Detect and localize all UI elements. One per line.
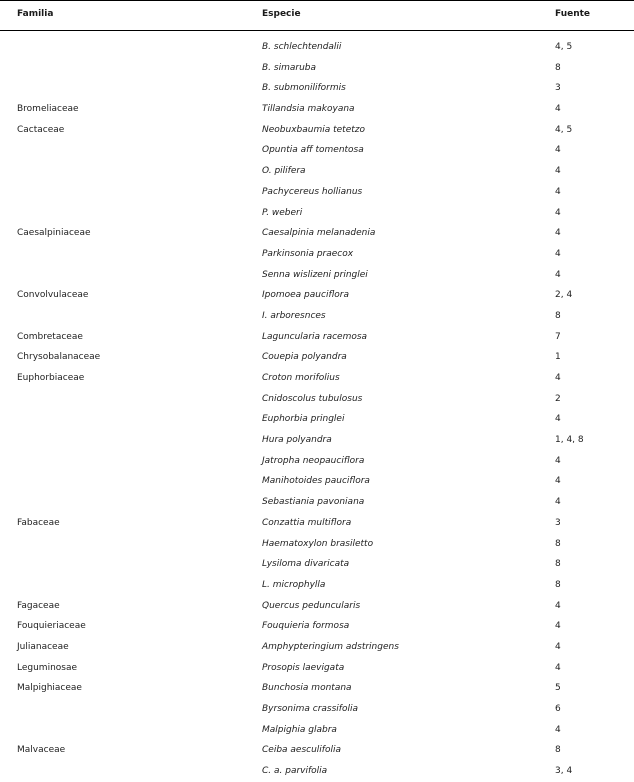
cell-fuente: 2	[555, 393, 561, 404]
cell-fuente: 4	[555, 145, 561, 156]
table-row	[0, 492, 634, 513]
cell-especie: Cnidoscolus tubulosus	[262, 393, 363, 404]
cell-especie: Lysiloma divaricata	[262, 559, 350, 570]
cell-familia: Convolvulaceae	[17, 290, 89, 301]
table-row	[0, 471, 634, 492]
table-row	[0, 120, 634, 141]
cell-familia: Leguminosae	[17, 662, 78, 673]
cell-fuente: 4	[555, 476, 561, 487]
cell-fuente: 4	[555, 248, 561, 259]
header-familia: Familia	[17, 9, 54, 19]
table-row	[0, 678, 634, 699]
cell-fuente: 1, 4, 8	[555, 435, 584, 446]
cell-fuente: 8	[555, 579, 561, 590]
table-row	[0, 616, 634, 637]
cell-especie: Parkinsonia praecox	[262, 248, 354, 259]
cell-especie: Caesalpinia melanadenia	[262, 228, 376, 239]
cell-especie: Ipomoea pauciflora	[262, 290, 349, 301]
cell-fuente: 4	[555, 373, 561, 383]
cell-fuente: 4	[555, 228, 561, 239]
cell-familia: Julianaceae	[17, 641, 69, 652]
table-row	[0, 368, 634, 389]
table-row	[0, 306, 634, 327]
cell-especie: Laguncularia racemosa	[262, 331, 368, 342]
cell-familia: Malvaceae	[17, 745, 66, 756]
table-row	[0, 78, 634, 99]
header-especie: Especie	[262, 9, 301, 19]
table-row	[0, 534, 634, 555]
table-row	[0, 265, 634, 286]
cell-familia: Combretaceae	[17, 331, 83, 342]
cell-especie: C. a. parvifolia	[262, 766, 328, 777]
table-row	[0, 740, 634, 761]
cell-fuente: 1	[555, 352, 561, 363]
table-row	[0, 203, 634, 224]
table-row	[0, 513, 634, 534]
cell-especie: Senna wislizeni pringlei	[262, 269, 368, 280]
cell-fuente: 4	[555, 662, 561, 673]
cell-especie: Ceiba aesculifolia	[262, 745, 341, 756]
cell-especie: Croton morifolius	[262, 373, 340, 383]
cell-fuente: 7	[555, 331, 561, 342]
cell-especie: B. simaruba	[262, 62, 316, 73]
cell-familia: Fabaceae	[17, 517, 60, 528]
cell-fuente: 4, 5	[555, 42, 573, 52]
cell-familia: Cactaceae	[17, 124, 65, 135]
cell-familia: Bromeliaceae	[17, 104, 79, 115]
cell-especie: L. microphylla	[262, 579, 326, 590]
cell-especie: Conzattia multiflora	[262, 517, 352, 528]
cell-especie: Tillandsia makoyana	[262, 104, 355, 115]
cell-fuente: 4	[555, 186, 561, 197]
table-row	[0, 389, 634, 410]
table-row	[0, 658, 634, 679]
table-row	[0, 182, 634, 203]
table-body	[0, 37, 634, 782]
cell-fuente: 4	[555, 104, 561, 115]
table-header	[0, 0, 634, 31]
cell-fuente: 4, 5	[555, 124, 573, 135]
cell-fuente: 3	[555, 83, 561, 94]
cell-especie: B. schlechtendalii	[262, 42, 342, 52]
cell-fuente: 4	[555, 269, 561, 280]
table-row	[0, 409, 634, 430]
cell-fuente: 8	[555, 62, 561, 73]
table-row	[0, 140, 634, 161]
table-row	[0, 223, 634, 244]
table-row	[0, 637, 634, 658]
cell-fuente: 6	[555, 704, 561, 714]
cell-especie: Bunchosia montana	[262, 683, 352, 694]
cell-fuente: 8	[555, 745, 561, 756]
cell-fuente: 8	[555, 559, 561, 570]
cell-familia: Chrysobalanaceae	[17, 352, 101, 363]
cell-fuente: 2, 4	[555, 290, 573, 301]
cell-fuente: 4	[555, 455, 561, 466]
cell-especie: Opuntia aff tomentosa	[262, 145, 364, 156]
cell-fuente: 3	[555, 517, 561, 528]
table-row	[0, 699, 634, 720]
cell-fuente: 4	[555, 621, 561, 632]
cell-especie: Prosopis laevigata	[262, 662, 345, 673]
table-row	[0, 161, 634, 182]
cell-especie: P. weberi	[262, 207, 303, 218]
cell-especie: Manihotoides pauciflora	[262, 476, 370, 487]
cell-especie: Haematoxylon brasiletto	[262, 538, 374, 549]
cell-especie: B. submoniliformis	[262, 83, 346, 94]
cell-fuente: 4	[555, 724, 561, 735]
table-row	[0, 244, 634, 265]
table-row	[0, 761, 634, 782]
table-row	[0, 575, 634, 596]
cell-fuente: 4	[555, 600, 561, 611]
table-row	[0, 596, 634, 617]
cell-especie: Jatropha neopauciflora	[262, 455, 365, 466]
cell-fuente: 4	[555, 207, 561, 218]
cell-especie: I. arboresnces	[262, 310, 326, 321]
cell-especie: Couepia polyandra	[262, 352, 347, 363]
cell-especie: Hura polyandra	[262, 435, 332, 446]
cell-familia: Caesalpiniaceae	[17, 228, 91, 239]
table-row	[0, 37, 634, 58]
table-row	[0, 99, 634, 120]
cell-especie: Sebastiania pavoniana	[262, 497, 365, 508]
cell-familia: Fagaceae	[17, 600, 60, 611]
table-row	[0, 554, 634, 575]
cell-familia: Fouquieriaceae	[17, 621, 86, 632]
table-row	[0, 451, 634, 472]
cell-especie: Malpighia glabra	[262, 724, 337, 735]
cell-familia: Malpighiaceae	[17, 683, 82, 694]
table-row	[0, 285, 634, 306]
cell-fuente: 4	[555, 497, 561, 508]
cell-fuente: 8	[555, 310, 561, 321]
table-row	[0, 327, 634, 348]
cell-fuente: 3, 4	[555, 766, 573, 777]
cell-fuente: 4	[555, 414, 561, 425]
cell-especie: Amphypteringium adstringens	[262, 641, 399, 652]
cell-fuente: 4	[555, 166, 561, 177]
cell-especie: Fouquieria formosa	[262, 621, 350, 632]
cell-fuente: 5	[555, 683, 561, 694]
cell-especie: Byrsonima crassifolia	[262, 704, 358, 714]
cell-familia: Euphorbiaceae	[17, 373, 85, 383]
cell-especie: Quercus peduncularis	[262, 600, 361, 611]
header-fuente: Fuente	[555, 9, 591, 19]
table-row	[0, 430, 634, 451]
cell-especie: Neobuxbaumia tetetzo	[262, 124, 365, 135]
table-row	[0, 58, 634, 79]
cell-especie: Pachycereus hollianus	[262, 186, 363, 197]
cell-especie: O. pilifera	[262, 166, 306, 177]
table-row	[0, 720, 634, 741]
cell-fuente: 8	[555, 538, 561, 549]
table-row	[0, 347, 634, 368]
cell-fuente: 4	[555, 641, 561, 652]
cell-especie: Euphorbia pringlei	[262, 414, 345, 425]
